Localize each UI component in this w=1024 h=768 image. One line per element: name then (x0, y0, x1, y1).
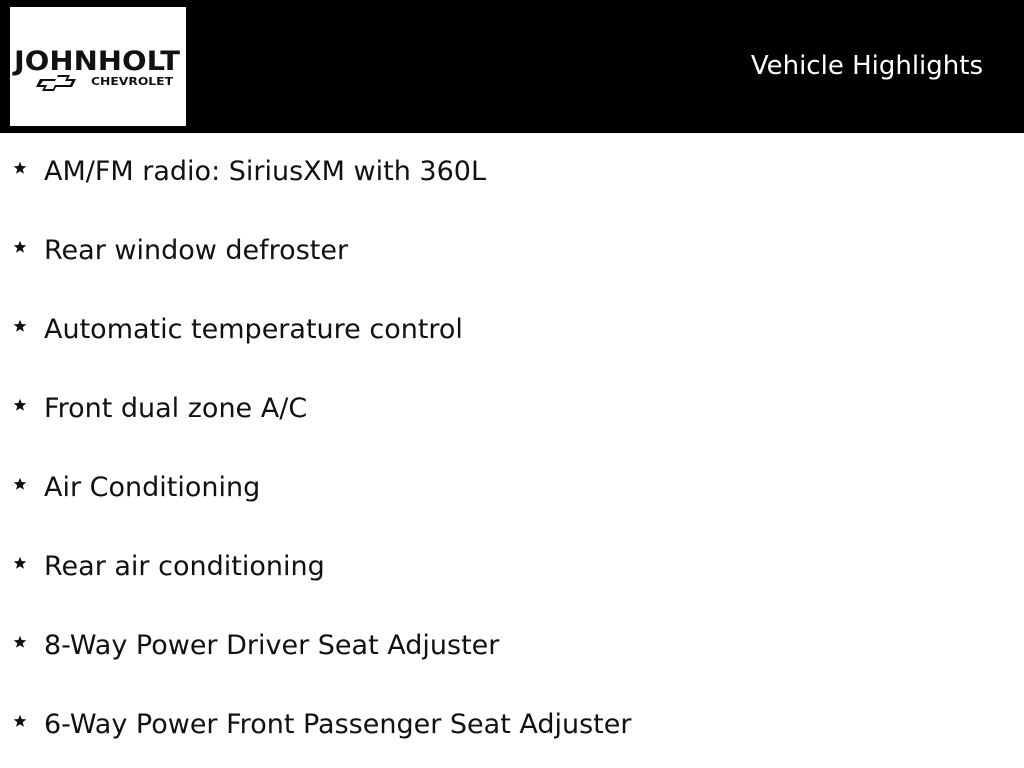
feature-item (0, 291, 1024, 370)
star-icon (10, 711, 30, 731)
star-icon (10, 553, 30, 573)
feature-label: Front dual zone A/C (44, 393, 308, 424)
star-icon (10, 158, 30, 178)
feature-item (0, 686, 1024, 765)
feature-item (0, 449, 1024, 528)
star-icon (10, 632, 30, 652)
feature-label: 6-Way Power Front Passenger Seat Adjuster (44, 709, 632, 740)
feature-item (0, 133, 1024, 212)
feature-label: Rear air conditioning (44, 551, 325, 582)
feature-label: Rear window defroster (44, 235, 349, 266)
chevrolet-bowtie-icon (36, 75, 76, 91)
header-bar (0, 0, 1024, 133)
dealer-logo (10, 7, 186, 126)
feature-item (0, 212, 1024, 291)
page-title: Vehicle Highlights (750, 51, 983, 81)
star-icon (10, 395, 30, 415)
dealer-logo-graphic (10, 7, 186, 126)
feature-label: AM/FM radio: SiriusXM with 360L (44, 156, 486, 187)
star-icon (10, 474, 30, 494)
feature-item (0, 370, 1024, 449)
star-icon (10, 316, 30, 336)
feature-label: 8-Way Power Driver Seat Adjuster (44, 630, 500, 661)
svg-text:JOHNHOLT: JOHNHOLT (11, 46, 181, 77)
feature-label: Air Conditioning (44, 472, 261, 503)
feature-label: Automatic temperature control (44, 314, 463, 345)
feature-item (0, 528, 1024, 607)
feature-item (0, 607, 1024, 686)
svg-text:CHEVROLET: CHEVROLET (91, 75, 174, 88)
star-icon (10, 237, 30, 257)
